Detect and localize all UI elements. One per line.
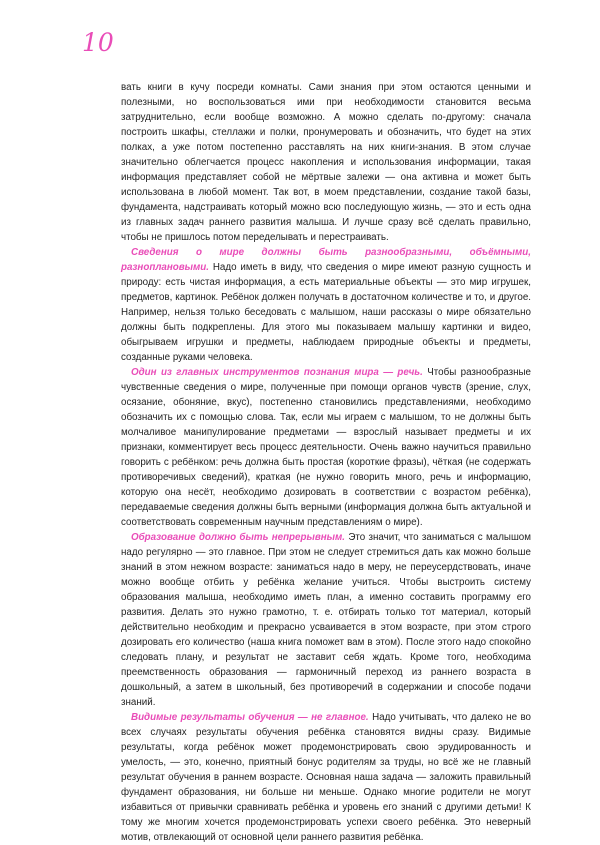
paragraph bbox=[121, 80, 531, 245]
page-body bbox=[121, 80, 531, 845]
paragraph-lead: Образование должно быть непрерывным. bbox=[131, 532, 346, 543]
paragraph bbox=[121, 530, 531, 710]
paragraph-text: Чтобы разнообразные чувственные сведения о мире, полученные при помощи органов чувств (зрение, слух, осязание, обоняние, вкус), постепенно становились представлениями, необходимо обозначить их с помощью слова. Так, если мы играем с малышом, то не должны быть молчаливое манипулирование предметами — взрослый называет предметы и их признаки, комментирует весь процесс деятельности. Очень важно научиться правильно говорить с ребёнком: речь должна быть простая (короткие фразы), чёткая (не содержать противоречивых сведений), краткая (не нужно говорить много, речь и информацию, которую она несёт, необходимо дозировать в соответствии с возрастом ребёнка), передаваемые сведения должны быть верными (информация должна быть актуальной и соответствовать современным научным представлениям о мире). bbox=[121, 367, 531, 528]
paragraph-lead: Один из главных инструментов познания мира — речь. bbox=[131, 367, 423, 378]
paragraph bbox=[121, 245, 531, 365]
page-number: 10 bbox=[82, 28, 114, 57]
paragraph-lead: Сведения о мире должны быть разнообразными, объёмными, разноплановыми. bbox=[121, 247, 531, 273]
paragraph-text: Надо иметь в виду, что сведения о мире имеют разную сущность и природу: есть чистая информация, а есть материальные объекты — это мир игрушек, предметов, картинок. Ребёнок должен получать в достаточном количестве и то, и другое. Например, нельзя только беседовать с малышом, наши рассказы о мире обязательно должны быть подкреплены. Для этого мы показываем малышу картинки и видео, обыгрываем игрушки и предметы, наблюдаем природные объекты и предметы, созданные руками человека. bbox=[121, 262, 531, 363]
paragraph bbox=[121, 365, 531, 530]
paragraph-text: вать книги в кучу посреди комнаты. Сами знания при этом остаются ценными и полезными, но воспользоваться ими при необходимости становится весьма затруднительно, если вообще возможно. А можно сделать по-другому: сначала построить шкафы, стеллажи и полки, пронумеровать и обозначить, что будет на этих полках, а уже потом постепенно расставлять на них книги-знания. В этом случае значительно облегчается процесс накопления и использования информации, такая информация представляет собой не мёртвые залежи — она активна и может быть использована в любой момент. Так вот, в моем представлении, создание такой базы, фундамента, надстраивать который можно всю последующую жизнь, — это и есть одна из главных задач раннего развития малыша. И лучше сразу всё сделать правильно, чтобы не пришлось потом переделывать и перестраивать. bbox=[121, 82, 531, 243]
paragraph-text: Это значит, что заниматься с малышом надо регулярно — это главное. При этом не следует стремиться дать как можно больше знаний в этом нежном возрасте: заниматься надо в меру, не переусердствовать, иначе можно вообще отбить у ребёнка желание учиться. Чтобы выстроить систему образования малыша, необходимо иметь план, а именно составить программу его развития. Делать это нужно грамотно, т. е. отбирать только тот материал, который действительно необходим и прекрасно усваивается в этом возрасте, при этом строго дозировать его количество (наша книга поможет вам в этом). После этого надо спокойно следовать плану, и результат не заставит себя ждать. Кроме того, необходима преемственность образования — гармоничный переход из раннего возраста в дошкольный, а затем в школьный, без противоречий в содержании и способе подачи знаний. bbox=[121, 532, 531, 708]
paragraph bbox=[121, 710, 531, 845]
paragraph-lead: Видимые результаты обучения — не главное. bbox=[131, 712, 369, 723]
paragraph-text: Надо учитывать, что далеко не во всех случаях результаты обучения ребёнка становятся видны сразу. Видимые результаты, когда ребёнок может продемонстрировать свою эрудированность и умелость, — это, конечно, приятный бонус родителям за труды, но всё же не главный результат обучения в раннем возрасте. Основная наша задача — заложить правильный фундамент образования, ни больше ни меньше. Однако многие родители не могут избавиться от привычки сравнивать ребёнка и уровень его знаний с другими детьми! К тому же многим хочется продемонстрировать успехи своего ребёнка. Это неверный мотив, отвлекающий от основной цели раннего развития ребёнка. bbox=[121, 712, 532, 843]
